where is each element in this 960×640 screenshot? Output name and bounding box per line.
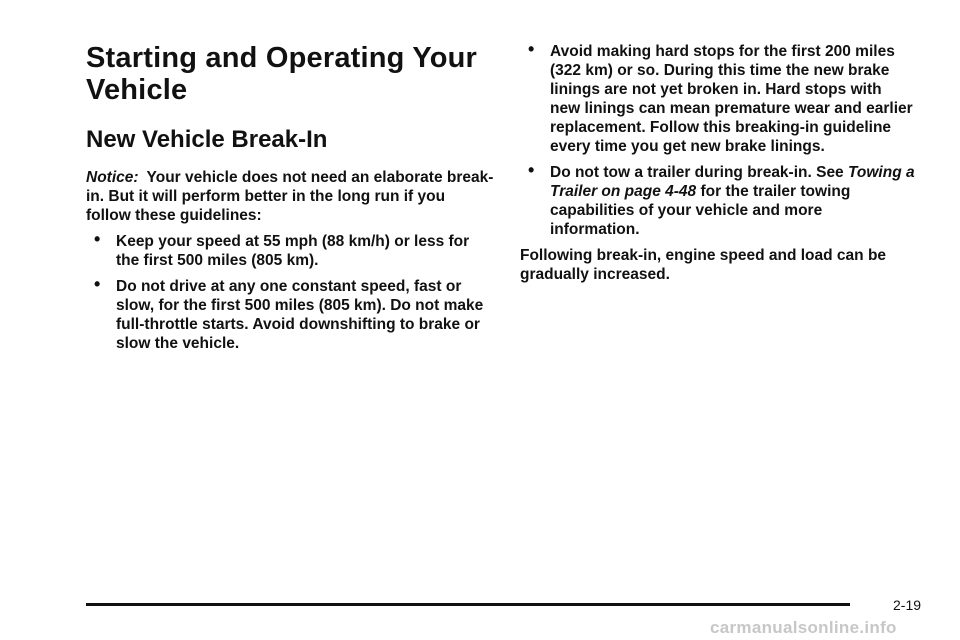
- footer-rule: [86, 603, 850, 606]
- bullet-icon: •: [528, 160, 535, 180]
- closing-paragraph: Following break-in, engine speed and load can be gradually increased.: [520, 247, 887, 283]
- list-item: [520, 160, 915, 239]
- notice-label: Notice:: [86, 169, 139, 186]
- page-number: 2-19: [893, 597, 922, 613]
- list-item: [520, 39, 915, 156]
- list-item-text-pre: Do not tow a trailer during break-in. See: [550, 164, 848, 181]
- section-title: New Vehicle Break-In: [86, 126, 328, 153]
- list-item-text: Avoid making hard stops for the first 200 miles (322 km) or so. During this time the new brake linings are not yet broken in. Hard stops with new linings can mean premature wear and earlier replacement. Follow this breaking-in guideline every time you get new brake linings.: [550, 43, 913, 155]
- bullet-icon: •: [94, 274, 101, 294]
- notice-paragraph: [86, 168, 494, 225]
- list-item: [86, 274, 494, 353]
- list-item: [86, 229, 494, 270]
- bullet-icon: •: [528, 39, 535, 59]
- watermark: carmanualsonline.info: [710, 618, 897, 637]
- list-item-text: Keep your speed at 55 mph (88 km/h) or less for the first 500 miles (805 km).: [116, 233, 470, 269]
- bullet-icon: •: [94, 229, 101, 249]
- notice-text: Your vehicle does not need an elaborate break-in. But it will perform better in the long run if you follow these guidelines:: [86, 169, 494, 224]
- right-column: [520, 39, 915, 284]
- left-column: [86, 42, 494, 353]
- cross-reference-link[interactable]: Towing a Trailer on page 4-48: [550, 164, 915, 200]
- list-item-text-post: for the trailer towing capabilities of your vehicle and more information.: [550, 183, 851, 238]
- list-item-text: Do not drive at any one constant speed, fast or slow, for the first 500 miles (805 km). Do not make full-throttle starts. Avoid downshifting to brake or slow the vehicle.: [116, 278, 484, 352]
- page-title: Starting and Operating Your Vehicle: [86, 42, 478, 106]
- guideline-list: [86, 229, 494, 353]
- guideline-list-continued: [520, 39, 915, 239]
